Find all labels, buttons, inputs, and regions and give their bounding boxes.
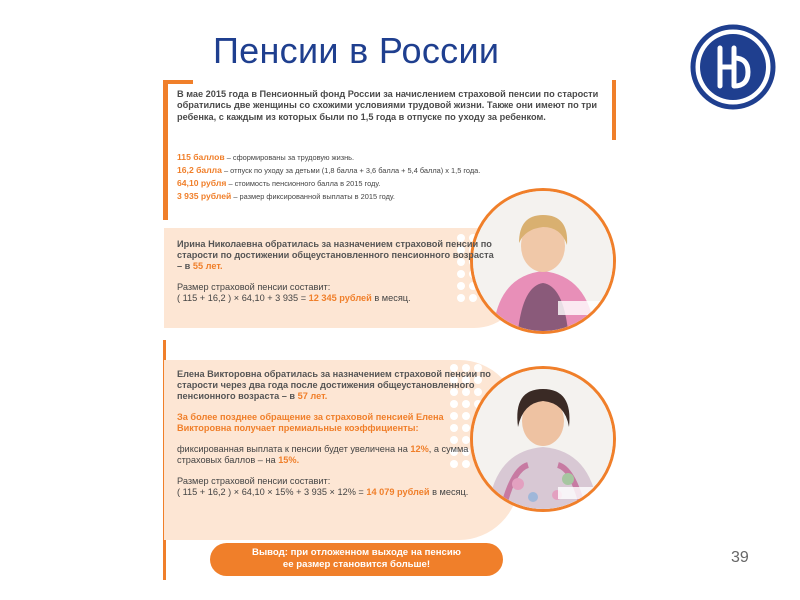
fact-item: 115 баллов – сформированы за трудовую жизнь. [177,152,355,162]
fact-item: 3 935 рублей – размер фиксированной выплаты в 2015 году. [177,191,395,201]
case2-formula: ( 115 + 16,2 ) × 64,10 × 15% + 3 935 × 12% = 14 079 рублей в месяц. [177,487,469,497]
case1-text [177,239,497,304]
case2-calc-label: Размер страховой пенсии составит: [177,476,331,486]
slide-title: Пенсии в России [213,30,500,71]
facts-list [177,151,517,203]
conclusion-banner [210,543,503,576]
fact-item: 16,2 балла – отпуск по уходу за детьми (1,8 балла + 3,6 балла + 5,4 балла) х 1,5 года. [177,165,481,175]
conclusion-line1: Вывод: при отложенном выходе на пенсию [252,547,461,558]
case1-formula: ( 115 + 16,2 ) × 64,10 + 3 935 = 12 345 рублей в месяц. [177,293,411,303]
case1-calc-label: Размер страховой пенсии составит: [177,282,331,292]
case1-intro: Ирина Николаевна обратилась за назначением страховой пенсии по старости по достижении общеустановленного пенсионного возраста – в 55 лет. [177,239,494,271]
orange-frame-top [163,80,193,84]
orange-frame-right [612,80,616,140]
fact-item: 64,10 рубля – стоимость пенсионного балла в 2015 году. [177,178,381,188]
orange-frame-left [163,80,168,220]
case2-premium-note: За более позднее обращение за страховой пенсией Елена Викторовна получает премиальные коэффициенты: [177,412,444,433]
intro-text: В мае 2015 года в Пенсионный фонд России за начислением страховой пенсии по старости обратились две женщины со схожими условиями трудовой жизни. Также они имеют по три ребенка, с каждым из которых были по 1,5 года в отпуске по уходу за ребенком. [177,89,599,122]
case2-text [177,369,497,498]
hse-logo-icon [690,24,776,110]
conclusion-line2: ее размер становится больше! [282,559,431,570]
case2-intro: Елена Викторовна обратилась за назначением страховой пенсии по старости через два года после достижения общеустановленного пенсионного возраста – в 57 лет. [177,369,491,401]
slide-number: 39 [731,549,749,566]
case2-increase: фиксированная выплата к пенсии будет увеличена на 12%, а сумма страховых баллов – на 15%. [177,444,469,465]
